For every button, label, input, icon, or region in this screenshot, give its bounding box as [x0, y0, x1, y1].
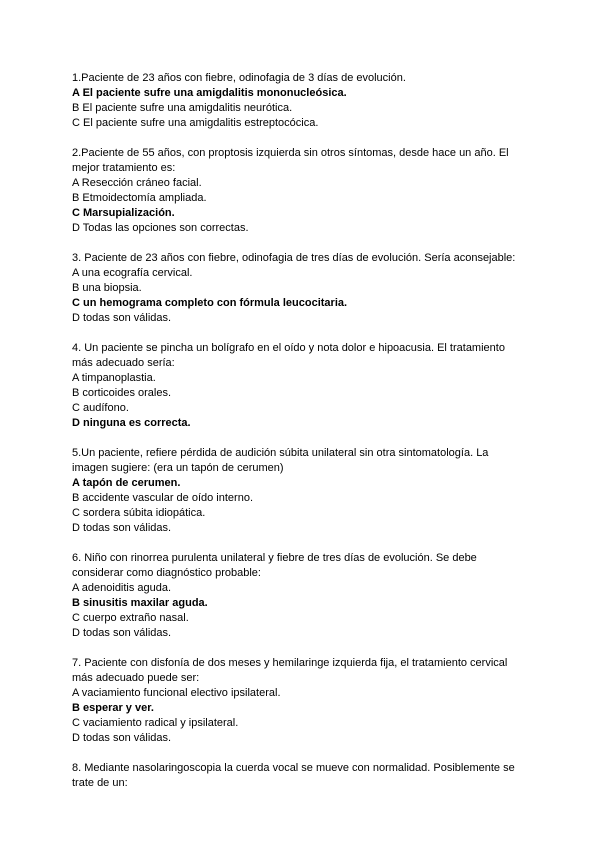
question-stem-line: trate de un: [72, 777, 128, 789]
question-stem-line: 8. Mediante nasolaringoscopia la cuerda vocal se mueve con normalidad. Posiblemente se [72, 762, 515, 774]
question-stem-line: 7. Paciente con disfonía de dos meses y hemilaringe izquierda fija, el tratamiento cervical [72, 657, 508, 669]
question-5 [72, 446, 532, 536]
answer-option: A timpanoplastia. [72, 372, 156, 384]
answer-option: D Todas las opciones son correctas. [72, 222, 249, 234]
question-3 [72, 251, 532, 326]
answer-option: D todas son válidas. [72, 522, 172, 534]
answer-option: B Etmoidectomía ampliada. [72, 192, 207, 204]
correct-answer-option: C Marsupialización. [72, 207, 175, 219]
question-stem-line: más adecuado sería: [72, 357, 175, 369]
question-6 [72, 551, 532, 641]
question-stem-line: 1.Paciente de 23 años con fiebre, odinofagia de 3 días de evolución. [72, 72, 406, 84]
answer-option: B accidente vascular de oído interno. [72, 492, 254, 504]
correct-answer-option: C un hemograma completo con fórmula leucocitaria. [72, 297, 348, 309]
answer-option: D todas son válidas. [72, 627, 172, 639]
question-stem-line: imagen sugiere: (era un tapón de cerumen) [72, 462, 284, 474]
question-8 [72, 761, 532, 791]
answer-option: B El paciente sufre una amigdalitis neurótica. [72, 102, 293, 114]
question-stem-line: 6. Niño con rinorrea purulenta unilateral y fiebre de tres días de evolución. Se debe [72, 552, 477, 564]
question-list [72, 71, 532, 806]
question-1 [72, 71, 532, 131]
answer-option: C audífono. [72, 402, 129, 414]
correct-answer-option: D ninguna es correcta. [72, 417, 191, 429]
correct-answer-option: B esperar y ver. [72, 702, 154, 714]
answer-option: C sordera súbita idiopática. [72, 507, 206, 519]
question-4 [72, 341, 532, 431]
correct-answer-option: A tapón de cerumen. [72, 477, 181, 489]
answer-option: A adenoiditis aguda. [72, 582, 172, 594]
question-stem-line: mejor tratamiento es: [72, 162, 176, 174]
answer-option: A vaciamiento funcional electivo ipsilateral. [72, 687, 281, 699]
answer-option: C vaciamiento radical y ipsilateral. [72, 717, 239, 729]
question-stem-line: considerar como diagnóstico probable: [72, 567, 261, 579]
answer-option: C El paciente sufre una amigdalitis estreptocócica. [72, 117, 319, 129]
answer-option: C cuerpo extraño nasal. [72, 612, 189, 624]
correct-answer-option: B sinusitis maxilar aguda. [72, 597, 208, 609]
answer-option: B una biopsia. [72, 282, 142, 294]
question-stem-line: 4. Un paciente se pincha un bolígrafo en el oído y nota dolor e hipoacusia. El tratamiento [72, 342, 505, 354]
answer-option: A Resección cráneo facial. [72, 177, 202, 189]
answer-option: A una ecografía cervical. [72, 267, 193, 279]
question-stem-line: 5.Un paciente, refiere pérdida de audición súbita unilateral sin otra sintomatología. La [72, 447, 489, 459]
answer-option: D todas son válidas. [72, 732, 172, 744]
question-7 [72, 656, 532, 746]
question-stem-line: 3. Paciente de 23 años con fiebre, odinofagia de tres días de evolución. Sería aconsejable: [72, 252, 516, 264]
question-stem-line: 2.Paciente de 55 años, con proptosis izquierda sin otros síntomas, desde hace un año. El [72, 147, 509, 159]
answer-option: B corticoides orales. [72, 387, 172, 399]
question-2 [72, 146, 532, 236]
answer-option: D todas son válidas. [72, 312, 172, 324]
correct-answer-option: A El paciente sufre una amigdalitis mononucleósica. [72, 87, 347, 99]
question-stem-line: más adecuado puede ser: [72, 672, 200, 684]
